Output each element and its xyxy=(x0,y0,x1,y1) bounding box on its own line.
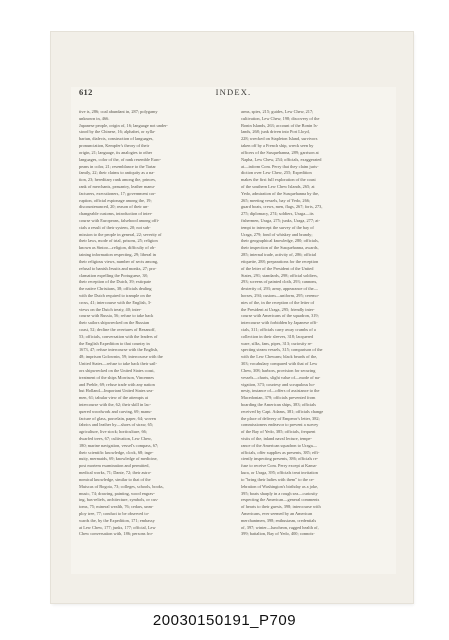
index-line: their geographical knowledge, 280; officials, xyxy=(241,238,319,244)
index-line: to "bring their ladies with them" to the ce- xyxy=(241,476,315,482)
index-line: nesty, instance of—offers of assistance to the xyxy=(241,388,320,394)
index-line: respecting the American—general comments xyxy=(241,497,320,503)
index-line: etiquette, 288; preparations for the reception xyxy=(241,258,319,264)
index-line: nies of the, in the reception of the letter of xyxy=(241,299,315,305)
index-line: 53; officials, conversation with the leaders of xyxy=(79,333,158,339)
index-line: kura, or Uraga, 395; officials treat invitation xyxy=(241,470,318,476)
index-line: of the letter of the President of the United xyxy=(241,265,314,271)
index-line: visits of the, inland naval lecture, tempe- xyxy=(241,436,312,441)
index-line: United States—refuse to take back their sail- xyxy=(79,361,157,367)
index-line: tempt to intercept the survey of the bay of xyxy=(241,224,314,230)
index-line: the President at Uraga, 295; friendly inter- xyxy=(241,306,315,312)
index-line: guard boats, crews, men, flags, 267; forts, 273, xyxy=(241,204,323,210)
index-line: but Holland—Important United States sea- xyxy=(79,388,154,394)
index-line: vessels—charts, slight value of—mode of na- xyxy=(241,374,321,380)
index-line: cials, 311; officials carry away crumbs of a xyxy=(241,327,316,332)
index-line: medical works, 71; Dante, 72; their astro- xyxy=(79,470,152,476)
index-line: diction over Lew Chew, 255; Expedition xyxy=(241,170,312,176)
index-line: horses, 294; custom—uniform, 295; ceremo- xyxy=(241,292,320,298)
index-line: tion, 23; hereditary rank among the, princes, xyxy=(79,177,157,183)
index-line: merchantmen, 398; enthusiasm, credentials xyxy=(241,517,317,523)
index-line: Macedonian, 379; officials prevented from xyxy=(241,395,316,401)
index-line: origin, 21; language, its analogies to other xyxy=(79,149,153,155)
index-line: Bonin Islands, 263; account of the Bonin Is- xyxy=(241,122,318,128)
index-line: fabrics and leather by—shoes of straw, 65; xyxy=(79,422,154,428)
index-line: 180; marine navigation, vessel's compass, 67; xyxy=(79,442,159,448)
index-line: ors shipwrecked on the United States coast, xyxy=(79,367,155,373)
index-line: boarding the American ships, 383; officials xyxy=(241,401,316,407)
index-line: Chew conversation with, 186; persons fro- xyxy=(79,531,154,537)
index-line: post mortem examination and permitted, xyxy=(79,463,150,469)
index-line: the place of delivery of Emperor's letter, 382; xyxy=(241,415,320,421)
index-line: discountenanced, 20; reason of their un- xyxy=(79,204,149,210)
index-line: Japanese people, origin of, 16; language not under- xyxy=(79,122,168,128)
index-line: men, 61; tabular view of the attempts at xyxy=(79,395,148,401)
index-line: family, 22; their claims to antiquity as a na- xyxy=(79,170,155,176)
index-line: taken off by a French ship, wreck seen by xyxy=(241,143,314,149)
index-line: their reception of the Dutch, 39; extirpate xyxy=(79,279,152,285)
index-line: course with Europeans, falsehood among offi- xyxy=(79,218,160,223)
book-page xyxy=(71,87,396,574)
index-line: Yedo, admiration of the Susquehanna by the, xyxy=(241,190,319,196)
index-line: of, 397; winter—luncheon, rugged health of, xyxy=(241,524,319,530)
index-line: ruption, official espionage among the, 19; xyxy=(79,197,152,203)
index-line: their inspection of the Susquehanna, awards, xyxy=(241,245,319,251)
index-line: tive is, 286; coal abundant in, 287; polygamy xyxy=(79,109,158,114)
index-line: cials a result of their system, 20; not sub- xyxy=(79,224,151,230)
index-line: collection in their sleeves, 318; lacquered xyxy=(241,333,314,339)
index-line: rank of merchants, peasantry, leather manu- xyxy=(79,183,156,189)
index-line: vigation, 373; courtesy and scrupulous ho- xyxy=(241,381,316,387)
index-line: the English Expedition to that country in xyxy=(79,340,150,346)
index-line: clamation expelling the Portuguese, 38; xyxy=(79,272,148,278)
index-column-left xyxy=(79,109,225,569)
index-line: quered woodwork and carving, 69; manu- xyxy=(79,408,152,414)
index-line: and Preble, 69; refuse trade with any nation xyxy=(79,381,155,387)
index-line: treatment of the ships Morrison, Vincennes xyxy=(79,374,154,380)
index-line: languages, color of the, of rank resemble Euro- xyxy=(79,156,161,162)
index-line: their sailors shipwrecked on the Russian xyxy=(79,320,150,326)
index-line: coast, 52; decline the overtures of Rezanoff, xyxy=(79,327,156,332)
index-line: 48; imprison Golownin, 59; intercourse with the xyxy=(79,354,163,360)
index-line: of the southern Lew Chew Islands, 265; at xyxy=(241,183,315,189)
index-line: Muiscas of Bogota, 73; colleges, schools, books, xyxy=(79,483,164,489)
index-line: arms, spies, 215; guides, Lew Chew, 217; xyxy=(241,109,314,114)
index-line: music, 74; drawing, painting, wood engrav- xyxy=(79,490,156,496)
index-line: Americans, ever seemed by an American xyxy=(241,510,313,516)
index-line: Uraga, 279; fond of whiskey and brandy; xyxy=(241,231,313,237)
index-line: specting steam vessels, 315; comparison of the xyxy=(241,347,323,353)
index-line: officers of the Susquehanna, 289; garrison at xyxy=(241,149,319,155)
index-line: lands, 268; junk driven into Port Lloyd, xyxy=(241,129,310,135)
index-line: Chew, 308; harbors, provision for securing xyxy=(241,367,316,373)
index-line: cultivation, Lew Chew, 198; discovery of the xyxy=(241,115,320,121)
index-line: nomical knowledge, similar to that of the xyxy=(79,476,151,482)
index-line: of hearts to their guests, 398; intercourse with xyxy=(241,504,321,510)
index-line: makes the first full exploration of the coast xyxy=(241,177,316,183)
index-line: 395; boats sharply in a rough sea—curiosity xyxy=(241,490,318,496)
index-line: dwarfed trees, 67; cultivation, Lew Chew, xyxy=(79,436,152,441)
index-line: views on the Dutch treaty, 40; inter- xyxy=(79,306,142,312)
index-line: 228; wrecked on Stapleton Island, survivors xyxy=(241,136,318,142)
index-line: fishermen, Uraga, 275; junks, Uraga, 277; at- xyxy=(241,218,320,223)
index-line: with the Lew Chewans; black beards of the, xyxy=(241,354,318,360)
page-number: 612 xyxy=(79,87,93,97)
index-line: States, 291; standards, 298; official soldiers, xyxy=(241,272,318,278)
index-line: of the Bay of Yedo, 385; officials, frequent xyxy=(241,429,316,435)
index-line: facture of glass, porcelain, paper, 64; woven xyxy=(79,415,156,421)
index-line: known as Sintoo—religion, difficulty of ob- xyxy=(79,245,156,251)
index-line: pronunciation, Kempfer's theory of their xyxy=(79,143,150,149)
running-head: INDEX. xyxy=(215,87,252,97)
index-line: their religious views, number of sects among, xyxy=(79,258,159,264)
index-line: agriculture, live stock; horticulture, 66; xyxy=(79,429,148,435)
index-line: officials, offer supplies as presents, 385; effi- xyxy=(241,449,320,455)
index-line: stood by the Chinese, 16; alphabet, or sylla- xyxy=(79,129,156,135)
index-line: nuity, mermaids, 69; knowledge of medicine, xyxy=(79,456,158,462)
index-line: ing, bas-reliefs, architecture, symbols, or cus- xyxy=(79,497,159,503)
index-line: unknown in, 466. xyxy=(79,115,110,121)
index-line: 285; internal trade, activity of, 286; official xyxy=(241,252,317,258)
index-line: toms, 75; mineral wealth, 76; cedars, unm- xyxy=(79,504,154,510)
index-line: lebration of Washington's birthday as a joke, xyxy=(241,483,319,489)
index-line: ploy tree, 77; conduct to be observed to- xyxy=(79,510,150,516)
index-line: intercourse with the, 62; their skill in lac- xyxy=(79,401,151,407)
index-line: wards the, by the Expedition, 171; embassy xyxy=(79,517,155,523)
index-line: dexterity of, 293; army, appearance of the— xyxy=(241,286,318,292)
index-line: fuse to receive Com. Perry except at Kama- xyxy=(241,463,317,469)
index-line: 293; screens of painted cloth, 293; cannons, xyxy=(241,279,318,285)
index-line: 275; diplomacy, 274; soldiers, Uraga—its xyxy=(241,211,314,217)
index-line: 1673, 47; refuse intercourse with the English, xyxy=(79,347,159,353)
index-line: with the Dutch required to trample on the xyxy=(79,292,152,298)
index-line: rance of the American squadron to Uraga— xyxy=(241,442,317,448)
image-id-caption: 20030150191_P709 xyxy=(152,612,297,629)
index-line: ware, silks, fans, pipes, 313; curiosity re- xyxy=(241,340,313,346)
scanned-sheet xyxy=(51,32,413,603)
index-line: at—inform Com. Perry that they claim juris- xyxy=(241,163,319,169)
index-line: peans in color, 21; resemblance to the Tartar xyxy=(79,163,156,169)
index-line: their laws, mode of trial, prisons, 25; religion xyxy=(79,238,158,244)
index-line: their scientific knowledge, clock, 68; inge- xyxy=(79,449,154,455)
index-line: course with Americans of the squadron, 319; xyxy=(241,313,319,319)
index-line: 399; battalion, Bay of Yedo, 400; connois- xyxy=(241,531,315,537)
index-line: refusal to banish Jesuits and monks, 27; pro- xyxy=(79,265,157,271)
index-line: at Lew Chew, 177; junks, 177; official, Lew xyxy=(79,524,156,530)
index-line: 265; meeting vessels, bay of Yedo, 266; xyxy=(241,197,311,203)
index-line: received by Capt. Adams, 381; officials change xyxy=(241,408,324,414)
index-line: intercourse with forbidden by Japanese offi- xyxy=(241,320,318,326)
index-line: course with Russia, 56; refuse to take back xyxy=(79,313,154,319)
index-line: Napha, Lew Chew, 254; officials, exaggerated xyxy=(241,156,322,162)
index-line: commissioners endeavor to prevent a survey xyxy=(241,422,319,428)
index-line: changeable customs, introduction of inter- xyxy=(79,211,153,217)
index-line: ciently inspecting presents, 386; officials re- xyxy=(241,456,319,462)
index-line: the native Christians, 38; officials dealing xyxy=(79,286,152,292)
index-line: cross, 41; intercourse with the English, 3- xyxy=(79,299,152,305)
index-line: facturers, executioners, 17; government cor- xyxy=(79,190,156,196)
index-column-right xyxy=(241,109,387,569)
page-header xyxy=(79,87,388,101)
index-line: taining information respecting, 29; liberal in xyxy=(79,252,156,258)
index-line: bariun, dialects, construction of languages, xyxy=(79,136,154,142)
index-line: mission to the people in general, 22; severity of xyxy=(79,231,162,237)
index-line: 303; vocabulary compared with that of Lew xyxy=(241,361,318,367)
